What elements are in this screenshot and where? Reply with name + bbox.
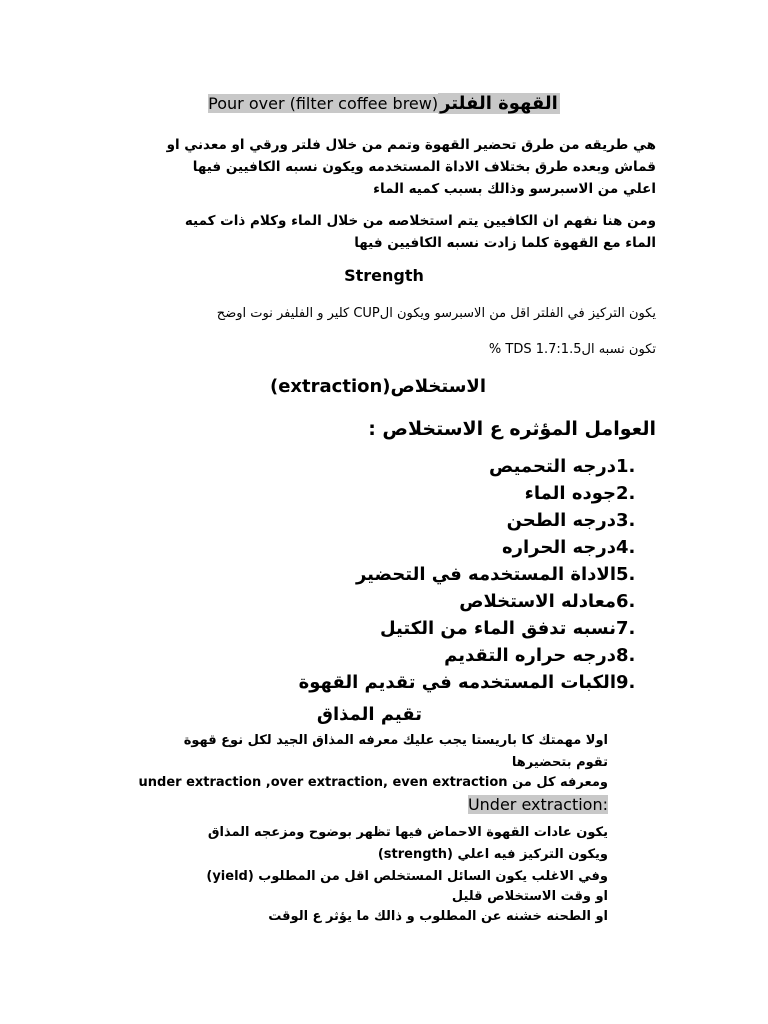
list-item xyxy=(299,645,656,672)
taste-line-2: تقوم بتحضيرها xyxy=(511,755,608,770)
factors-heading: العوامل المؤثره ع الاستخلاص : xyxy=(368,418,656,440)
list-number: 6. xyxy=(616,591,636,612)
list-number: 4. xyxy=(616,537,636,558)
taste-line-1: اولا مهمتك كا باريستا يجب عليك معرفه المذاق الجيد لكل نوع قهوة xyxy=(183,733,608,748)
factors-list xyxy=(299,456,656,699)
strength-line-2: تكون نسبه الTDS 1.7:1.5 % xyxy=(488,342,656,357)
list-number: 9. xyxy=(616,672,636,693)
under-line-1: يكون عادات القهوة الاحماض فيها تظهر بوضوح ومزعجه المذاق xyxy=(207,825,608,840)
list-item xyxy=(299,456,656,483)
list-item xyxy=(299,618,656,645)
intro-line-2: قماش وبعده طرق بختلاف الاداة المستخدمه ويكون نسبه الكافيين فيها xyxy=(192,159,656,175)
list-item xyxy=(299,510,656,537)
list-text: معادله الاستخلاص xyxy=(459,591,616,612)
list-number: 2. xyxy=(616,483,636,504)
list-item xyxy=(299,537,656,564)
list-item xyxy=(299,483,656,510)
list-text: الكبات المستخدمه في تقديم القهوة xyxy=(298,672,616,693)
list-number: 1. xyxy=(616,456,636,477)
list-text: درجه الحراره xyxy=(501,537,616,558)
list-item xyxy=(299,591,656,618)
list-number: 7. xyxy=(616,618,636,639)
intro-line-3: اعلي من الاسبرسو وذالك بسبب كميه الماء xyxy=(373,181,656,197)
under-line-2: ويكون التركيز فيه اعلي (strength) xyxy=(377,847,608,862)
list-text: الاداة المستخدمه في التحضير xyxy=(355,564,616,585)
strength-heading: Strength xyxy=(344,266,424,285)
page-title xyxy=(0,93,768,114)
strength-line-1: يكون التركيز في الفلتر اقل من الاسبرسو ويكون الCUP كلير و الفليفر نوت اوضح xyxy=(216,306,656,321)
under-line-5: او الطحنه خشنه عن المطلوب و ذالك ما يؤثر ع الوقت xyxy=(268,909,608,924)
under-extraction-heading: Under extraction: xyxy=(467,795,608,814)
taste-heading: تقيم المذاق xyxy=(316,704,422,725)
list-item xyxy=(299,672,656,699)
list-item xyxy=(299,564,656,591)
title-arabic: القهوة الفلتر xyxy=(440,93,558,114)
list-text: جوده الماء xyxy=(524,483,616,504)
extraction-heading: الاستخلاص(extraction) xyxy=(269,376,486,397)
list-number: 5. xyxy=(616,564,636,585)
list-number: 8. xyxy=(616,645,636,666)
caffeine-line-2: الماء مع القهوة كلما زادت نسبه الكافيين فيها xyxy=(354,235,656,251)
list-text: درجه الطحن xyxy=(506,510,616,531)
list-text: نسبه تدفق الماء من الكتيل xyxy=(379,618,616,639)
caffeine-line-1: ومن هنا نفهم ان الكافيين يتم استخلاصه من خلال الماء وكلام ذات كميه xyxy=(184,213,656,229)
list-text: درجه التحميص xyxy=(489,456,616,477)
intro-line-1: هي طريقه من طرق تحضير القهوة وتمم من خلال فلتر ورقي او معدني او xyxy=(166,137,656,153)
list-number: 3. xyxy=(616,510,636,531)
under-line-4: او وقت الاستخلاص قليل xyxy=(451,889,608,904)
under-line-3: وفي الاغلب يكون السائل المستخلص اقل من المطلوب (yield) xyxy=(206,869,608,884)
taste-line-3: ومعرفه كل من under extraction ,over extraction, even extraction xyxy=(138,775,608,790)
title-english: Pour over (filter coffee brew) xyxy=(208,94,439,113)
list-text: درجه حراره التقديم xyxy=(444,645,616,666)
